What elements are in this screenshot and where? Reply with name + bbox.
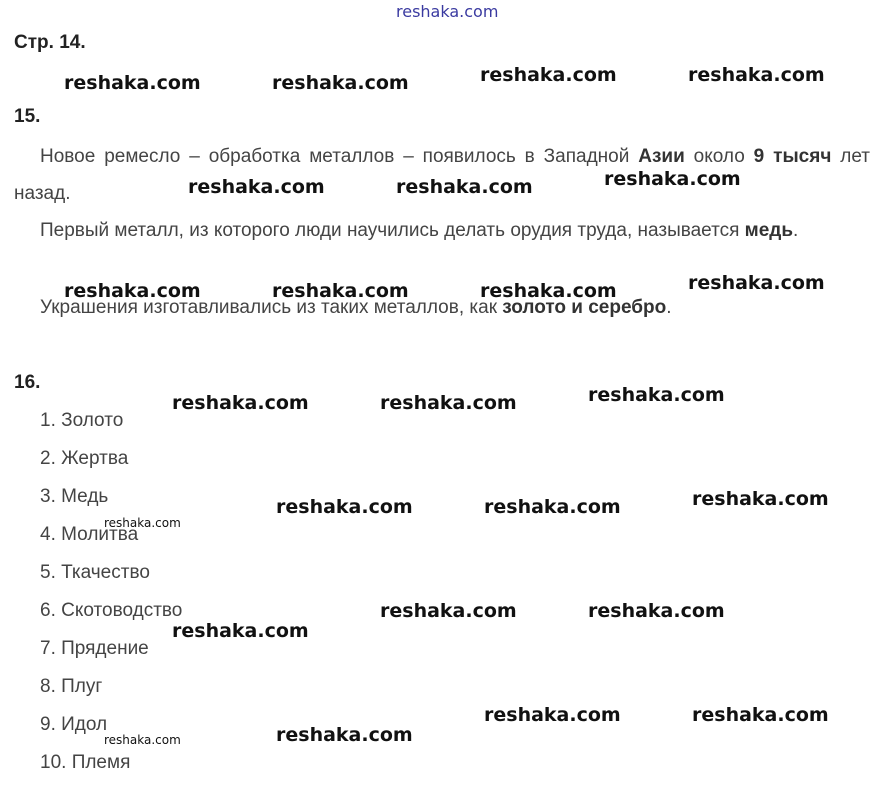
watermark-text: reshaka.com xyxy=(272,72,409,94)
watermark-text: reshaka.com xyxy=(64,280,201,302)
watermark-text: reshaka.com xyxy=(688,64,825,86)
watermark-text: reshaka.com xyxy=(172,620,309,642)
task-15-number: 15. xyxy=(14,106,41,127)
watermark-text-small: reshaka.com xyxy=(104,516,181,530)
watermark-text: reshaka.com xyxy=(692,704,829,726)
list-item: 5. Ткачество xyxy=(40,562,150,583)
watermark-text: reshaka.com xyxy=(480,64,617,86)
list-item: 1. Золото xyxy=(40,410,124,431)
watermark-text-small: reshaka.com xyxy=(104,733,181,747)
task-16-number: 16. xyxy=(14,372,41,393)
list-item: 10. Племя xyxy=(40,752,131,773)
watermark-text: reshaka.com xyxy=(484,704,621,726)
task-15-paragraph-1: Новое ремесло – обработка металлов – появилось в Западной Азии около 9 тысяч лет назад. xyxy=(14,146,870,204)
site-watermark-header: reshaka.com xyxy=(396,2,499,21)
watermark-text: reshaka.com xyxy=(484,496,621,518)
list-item: 6. Скотоводство xyxy=(40,600,183,621)
watermark-text: reshaka.com xyxy=(688,272,825,294)
page-label: Стр. 14. xyxy=(14,32,86,53)
list-item: 7. Прядение xyxy=(40,638,149,659)
watermark-text: reshaka.com xyxy=(64,72,201,94)
watermark-text: reshaka.com xyxy=(276,496,413,518)
watermark-text: reshaka.com xyxy=(172,392,309,414)
watermark-text: reshaka.com xyxy=(692,488,829,510)
watermark-text: reshaka.com xyxy=(480,280,617,302)
watermark-text: reshaka.com xyxy=(604,168,741,190)
watermark-text: reshaka.com xyxy=(272,280,409,302)
watermark-text: reshaka.com xyxy=(276,724,413,746)
task-15-paragraph-3: Украшения изготавливались из таких металлов, как золото и серебро. xyxy=(40,297,672,318)
watermark-text: reshaka.com xyxy=(588,384,725,406)
watermark-text: reshaka.com xyxy=(396,176,533,198)
watermark-text: reshaka.com xyxy=(380,392,517,414)
list-item: 2. Жертва xyxy=(40,448,129,469)
watermark-text: reshaka.com xyxy=(188,176,325,198)
list-item: 8. Плуг xyxy=(40,676,103,697)
list-item: 9. Идол xyxy=(40,714,108,735)
watermark-text: reshaka.com xyxy=(380,600,517,622)
task-15-paragraph-2: Первый металл, из которого люди научились делать орудия труда, называется медь. xyxy=(40,220,799,241)
list-item: 3. Медь xyxy=(40,486,109,507)
watermark-text: reshaka.com xyxy=(588,600,725,622)
list-item: 4. Молитва xyxy=(40,524,139,545)
